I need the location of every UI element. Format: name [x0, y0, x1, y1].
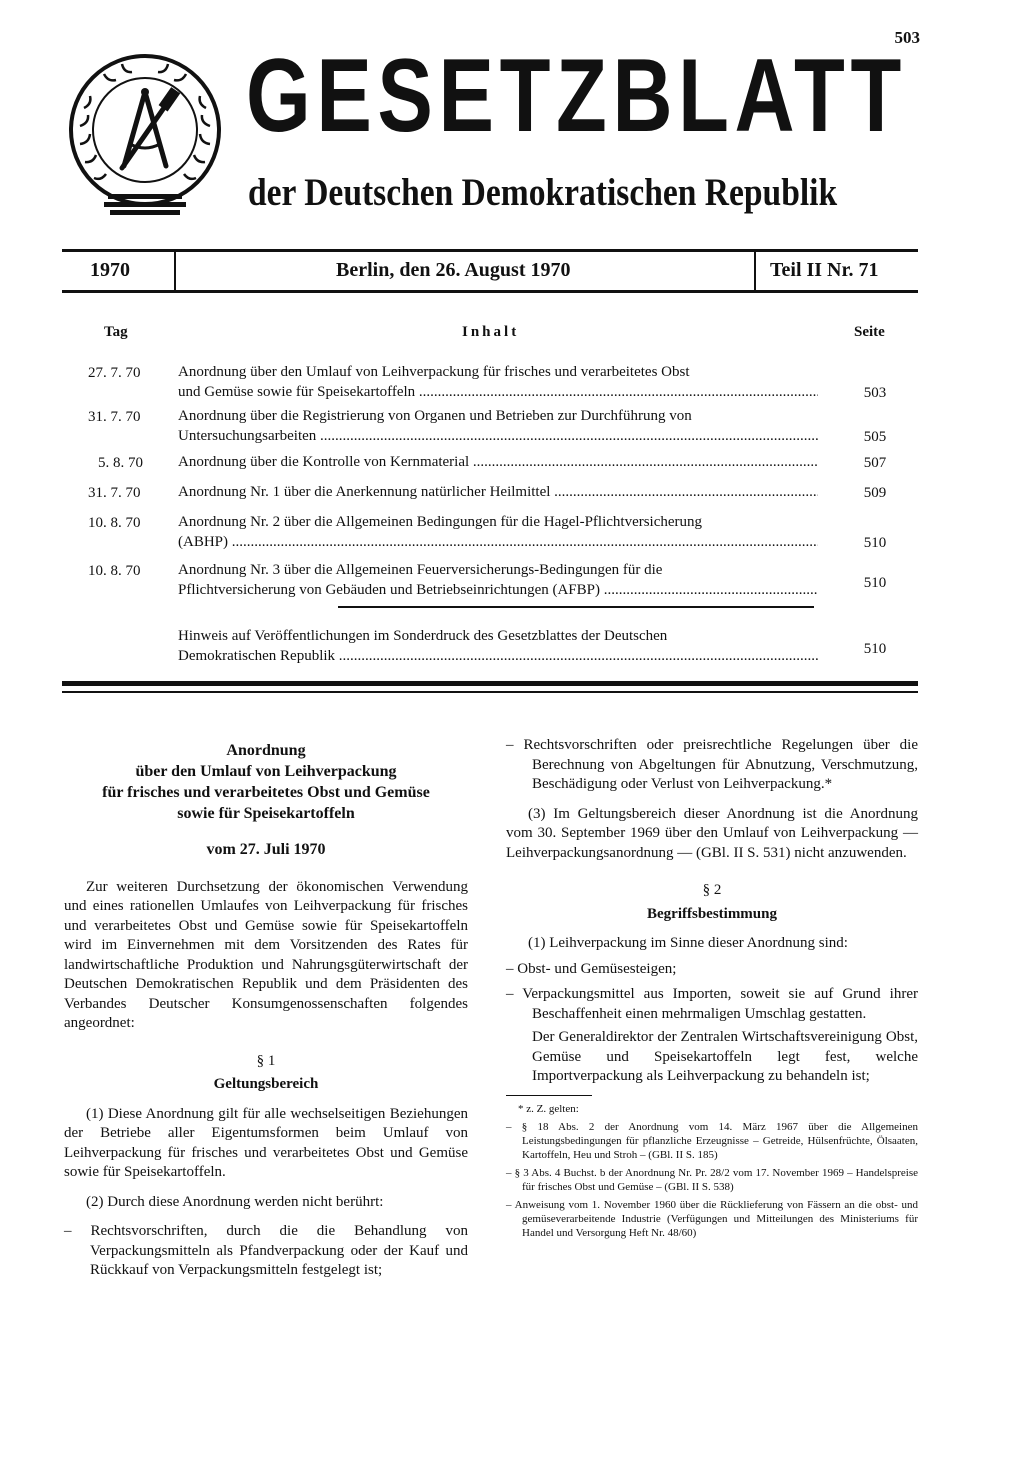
- toc-entry-title: [178, 406, 818, 446]
- toc-entry-line: Anordnung über die Registrierung von Organen und Betrieben zur Durchführung von: [178, 408, 692, 424]
- article-title-line: für frisches und verarbeitetes Obst und Gemüse: [102, 784, 430, 801]
- section-1-title: Geltungsbereich: [213, 1076, 319, 1092]
- toc-entry-title: [178, 482, 818, 502]
- issue-bar-rule-top: [62, 249, 918, 252]
- section-1-para-1: (1) Diese Anordnung gilt für alle wechselseitigen Beziehungen der Betriebe aller Eigentumsformen beim Umlauf von Leihverpackung für frisches und verarbeitetes Obst und Gemüse sowie für Speisekartoffeln.: [64, 1105, 468, 1180]
- toc-end-rule-thin: [62, 691, 918, 693]
- toc-entry-leader: (ABHP) .....: [178, 534, 818, 550]
- toc-entry-line: Anordnung Nr. 3 über die Allgemeinen Feuerversicherungs-Bedingungen für die: [178, 562, 663, 578]
- masthead-subtitle: der Deutschen Demokratischen Republik: [248, 171, 838, 214]
- toc-entry-line-last: [178, 426, 818, 446]
- section-2-title: Begriffsbestimmung: [647, 905, 777, 922]
- toc-col-page: Seite: [854, 324, 885, 340]
- toc-entry-line-last: [178, 532, 818, 552]
- section-2-item-2-continuation: Der Generaldirektor der Zentralen Wirtschaftsvereinigung Obst, Gemüse und Speisekartoffeln legt fest, welche Importverpackung als Leihverpackung zu behandeln ist;: [532, 1029, 918, 1084]
- toc-entry-title: [178, 452, 818, 472]
- footnote-item: – § 18 Abs. 2 der Anordnung vom 14. März 1967 über die Allgemeinen Leistungsbedingungen für pflanzliche Erzeugnisse – Getreide, Hülsenfrüchte, Ölsaaten, Kartoffeln, Heu und Stroh – (GBl. II S. 185): [506, 1120, 918, 1161]
- issue-bar-rule-bottom: [62, 290, 918, 293]
- section-2-item-1: – Obst- und Gemüsesteigen;: [506, 960, 677, 977]
- toc-entry-date: 31. 7. 70: [88, 409, 141, 425]
- section-2-number: § 2: [702, 882, 722, 898]
- issue-year: 1970: [90, 259, 130, 281]
- masthead-title: GESETZBLATT: [246, 38, 907, 154]
- section-1-para-2: (2) Durch diese Anordnung werden nicht berührt:: [86, 1193, 384, 1210]
- article-title-line: sowie für Speisekartoffeln: [177, 805, 355, 822]
- toc-entry-leader: und Gemüse sowie für Speisekartoffeln .....: [178, 384, 818, 400]
- toc-entry-date: 5. 8. 70: [98, 455, 143, 471]
- toc-col-date: Tag: [104, 324, 128, 340]
- toc-entry-date: 27. 7. 70: [88, 365, 141, 381]
- toc-entry-date: 31. 7. 70: [88, 485, 141, 501]
- footnote-rule: [506, 1095, 592, 1096]
- article-preamble: Zur weiteren Durchsetzung der ökonomischen Verwendung und eines rationellen Umlaufes von Leihverpackung für frisches und verarbeitetes Obst und Gemüse sowie für Speisekartoffeln wird im Einvernehmen mit dem Vorsitzenden des Rates für landwirtschaftliche Produktion und Nahrungsgüterwirtschaft der Deutschen Demokratischen Republik und dem Präsidenten des Verbandes Deutscher Konsumgenossenschaften folgendes angeordnet:: [64, 878, 468, 1031]
- toc-entry-leader: Pflichtversicherung von Gebäuden und Betriebseinrichtungen (AFBP) .....: [178, 582, 818, 598]
- toc-entry-date: 10. 8. 70: [88, 563, 141, 579]
- section-2-item-2: – Verpackungsmittel aus Importen, soweit sie auf Grund ihrer Beschaffenheit einen mehrmaligen Umschlag gestatten.: [506, 986, 918, 1022]
- toc-entry-line-last: [178, 482, 818, 502]
- section-1-para-3: (3) Im Geltungsbereich dieser Anordnung ist die Anordnung vom 30. September 1969 über den Umlauf von Leihverpackung — Leihverpackungsanordnung — (GBl. II S. 531) nicht anzuwenden.: [506, 805, 918, 861]
- issue-place-date: Berlin, den 26. August 1970: [336, 259, 571, 281]
- section-2-para-1: (1) Leihverpackung im Sinne dieser Anordnung sind:: [528, 935, 848, 951]
- toc-entry-leader: Untersuchungsarbeiten .....: [178, 428, 818, 444]
- toc-separator: [338, 606, 814, 608]
- page-number: 503: [894, 28, 920, 47]
- toc-entry-line: Anordnung Nr. 2 über die Allgemeinen Bedingungen für die Hagel-Pflichtversicherung: [178, 514, 703, 530]
- section-1-item-2: – Rechtsvorschriften oder preisrechtliche Regelungen über die Berechnung von Abgeltungen für Abnutzung, Verschmutzung, Beschädigung oder Verlust von Leihverpackung.*: [506, 737, 918, 792]
- article-title-line: über den Umlauf von Leihverpackung: [135, 763, 397, 780]
- toc-entry-page: 505: [863, 429, 887, 445]
- toc-entry-title: [178, 362, 818, 402]
- toc-entry-leader: Demokratischen Republik .....: [178, 648, 818, 664]
- footnote-intro: * z. Z. gelten:: [518, 1102, 579, 1115]
- issue-bar-divider: [754, 249, 756, 293]
- article-title-line: Anordnung: [226, 742, 306, 759]
- issue-bar: [62, 249, 918, 293]
- toc-entry-title: [178, 560, 818, 600]
- footnotes: [506, 1102, 918, 1240]
- state-emblem-icon: [64, 48, 226, 220]
- issue-bar-divider: [174, 249, 176, 293]
- toc-entry-page: 503: [863, 385, 887, 401]
- section-1-number: § 1: [256, 1052, 276, 1069]
- footnote-item: – Anweisung vom 1. November 1960 über die Rücklieferung von Fässern an die obst- und gemüseverarbeitende Industrie (Verfügungen und Mitteilungen des Ministeriums für Handel und Versorgung Heft Nr. 48/60): [506, 1198, 918, 1239]
- issue-part-number: Teil II Nr. 71: [770, 259, 879, 281]
- toc-entry-title: [178, 626, 818, 666]
- toc-entry-page: 510: [863, 641, 887, 657]
- toc-entry-leader: Anordnung über die Kontrolle von Kernmaterial .....: [178, 454, 818, 470]
- toc-entry-page: 507: [863, 455, 887, 471]
- toc-end-rule-thick: [62, 681, 918, 686]
- article-date: vom 27. Juli 1970: [206, 841, 326, 858]
- toc-heading: Inhalt: [462, 324, 520, 340]
- toc-entry-line-last: [178, 382, 818, 402]
- toc-entry-page: 510: [863, 535, 887, 551]
- toc-entry-line-last: [178, 580, 818, 600]
- section-1-item-1: – Rechtsvorschriften, durch die die Behandlung von Verpackungsmitteln als Pfandverpackung oder der Kauf und Rückkauf von Verpackungsmitteln festgelegt ist;: [64, 1223, 468, 1278]
- toc-entry-date: 10. 8. 70: [88, 515, 141, 531]
- toc-entry-page: 510: [863, 575, 887, 591]
- article-title: [64, 740, 468, 824]
- article-right-column: [506, 736, 918, 1240]
- footnote-item: – § 3 Abs. 4 Buchst. b der Anordnung Nr. Pr. 28/2 vom 17. November 1969 – Handelspreise für frisches Obst und Gemüse – (GBl. II S. 538): [506, 1166, 918, 1193]
- toc-entry-line-last: [178, 646, 818, 666]
- toc-entry-line: Hinweis auf Veröffentlichungen im Sonderdruck des Gesetzblattes der Deutschen: [178, 628, 668, 644]
- toc-entry-title: [178, 512, 818, 552]
- toc-entry-line: Anordnung über den Umlauf von Leihverpackung für frisches und verarbeitetes Obst: [178, 364, 690, 380]
- article-left-column: [64, 740, 468, 1281]
- toc-entry-page: 509: [863, 485, 887, 501]
- toc-entry-line-last: [178, 452, 818, 472]
- toc-header: [62, 320, 918, 350]
- toc-entry-leader: Anordnung Nr. 1 über die Anerkennung natürlicher Heilmittel .....: [178, 484, 818, 500]
